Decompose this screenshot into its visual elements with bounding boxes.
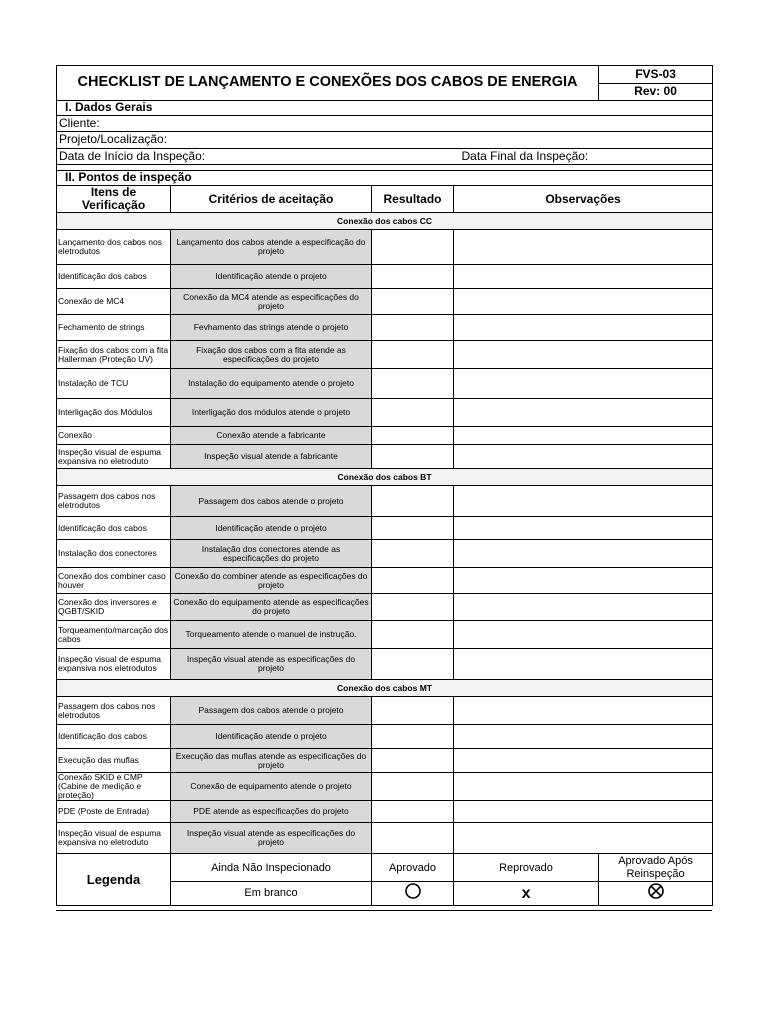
column-header-observations: Observações <box>454 186 713 213</box>
table-row <box>57 697 713 725</box>
table-row <box>57 621 713 649</box>
group-header: Conexão dos cabos MT <box>57 680 713 697</box>
table-row <box>57 517 713 540</box>
table-row <box>57 649 713 680</box>
result-cell[interactable] <box>372 749 454 773</box>
result-cell[interactable] <box>372 315 454 341</box>
criterion-label: Conexão da MC4 atende as especificações do projeto <box>171 289 372 315</box>
observation-cell[interactable] <box>454 621 713 649</box>
observation-cell[interactable] <box>454 697 713 725</box>
form-revision: Rev: 00 <box>599 84 713 101</box>
checklist-table <box>56 65 713 906</box>
document-title: CHECKLIST DE LANÇAMENTO E CONEXÕES DOS CABOS DE ENERGIA <box>57 66 599 101</box>
legend-rejected: Reprovado <box>454 854 599 882</box>
observation-cell[interactable] <box>454 773 713 801</box>
criterion-label: Fixação dos cabos com a fita atende as especificações do projeto <box>171 341 372 369</box>
item-label: Identificação dos cabos <box>57 725 171 749</box>
observation-cell[interactable] <box>454 289 713 315</box>
criterion-label: Fevhamento das strings atende o projeto <box>171 315 372 341</box>
item-label: Fixação dos cabos com a fita Hallerman (Proteção UV) <box>57 341 171 369</box>
table-row <box>57 265 713 289</box>
item-label: Conexão de MC4 <box>57 289 171 315</box>
item-label: Interligação dos Módulos <box>57 399 171 427</box>
item-label: Identificação dos cabos <box>57 517 171 540</box>
table-row <box>57 823 713 854</box>
criterion-label: Interligação dos módulos atende o projeto <box>171 399 372 427</box>
client-field[interactable]: Cliente: <box>57 116 713 132</box>
item-label: Instalação de TCU <box>57 369 171 399</box>
criterion-label: Identificação atende o projeto <box>171 517 372 540</box>
item-label: Passagem dos cabos nos eletrodutos <box>57 697 171 725</box>
item-label: Conexão <box>57 427 171 445</box>
criterion-label: Conexão de equipamento atende o projeto <box>171 773 372 801</box>
column-header-result: Resultado <box>372 186 454 213</box>
legend-rejected-symbol: x <box>454 882 599 906</box>
observation-cell[interactable] <box>454 568 713 594</box>
table-row <box>57 427 713 445</box>
criterion-label: Conexão atende a fabricante <box>171 427 372 445</box>
table-row <box>57 725 713 749</box>
item-label: Inspeção visual de espuma expansiva no eletroduto <box>57 823 171 854</box>
result-cell[interactable] <box>372 649 454 680</box>
table-row <box>57 568 713 594</box>
observation-cell[interactable] <box>454 315 713 341</box>
result-cell[interactable] <box>372 289 454 315</box>
result-cell[interactable] <box>372 341 454 369</box>
criterion-label: Torqueamento atende o manuel de instrução. <box>171 621 372 649</box>
result-cell[interactable] <box>372 823 454 854</box>
table-row <box>57 540 713 568</box>
result-cell[interactable] <box>372 697 454 725</box>
item-label: Conexão SKID e CMP (Cabine de medição e proteção) <box>57 773 171 801</box>
legend-not-inspected: Ainda Não Inspecionado <box>171 854 372 882</box>
observation-cell[interactable] <box>454 801 713 823</box>
legend-approved-after-symbol <box>599 882 713 906</box>
inspection-section-title: II. Pontos de inspeção <box>57 171 713 186</box>
start-date-field[interactable]: Data de Início da Inspeção: <box>57 149 454 165</box>
result-cell[interactable] <box>372 427 454 445</box>
criterion-label: Inspeção visual atende as especificações do projeto <box>171 823 372 854</box>
legend-approved: Aprovado <box>372 854 454 882</box>
observation-cell[interactable] <box>454 230 713 265</box>
observation-cell[interactable] <box>454 725 713 749</box>
observation-cell[interactable] <box>454 649 713 680</box>
item-label: Torqueamento/marcação dos cabos <box>57 621 171 649</box>
bottom-rule <box>56 910 712 911</box>
result-cell[interactable] <box>372 540 454 568</box>
end-date-field[interactable]: Data Final da Inspeção: <box>454 149 713 165</box>
criterion-label: Identificação atende o projeto <box>171 725 372 749</box>
observation-cell[interactable] <box>454 427 713 445</box>
table-row <box>57 486 713 517</box>
observation-cell[interactable] <box>454 445 713 469</box>
observation-cell[interactable] <box>454 486 713 517</box>
result-cell[interactable] <box>372 621 454 649</box>
item-label: Conexão dos combiner caso houver <box>57 568 171 594</box>
result-cell[interactable] <box>372 801 454 823</box>
group-header: Conexão dos cabos CC <box>57 213 713 230</box>
item-label: Inspeção visual de espuma expansiva no eletroduto <box>57 445 171 469</box>
criterion-label: Inspeção visual atende as especificações do projeto <box>171 649 372 680</box>
criterion-label: PDE atende as especificações do projeto <box>171 801 372 823</box>
table-row <box>57 445 713 469</box>
item-label: Lançamento dos cabos nos eletrodutos <box>57 230 171 265</box>
column-header-criteria: Critérios de aceitação <box>171 186 372 213</box>
table-row <box>57 801 713 823</box>
result-cell[interactable] <box>372 486 454 517</box>
result-cell[interactable] <box>372 369 454 399</box>
table-row <box>57 230 713 265</box>
table-row <box>57 594 713 621</box>
observation-cell[interactable] <box>454 540 713 568</box>
item-label: PDE (Poste de Entrada) <box>57 801 171 823</box>
result-cell[interactable] <box>372 725 454 749</box>
criterion-label: Inspeção visual atende a fabricante <box>171 445 372 469</box>
criterion-label: Instalação dos conectores atende as especificações do projeto <box>171 540 372 568</box>
table-row <box>57 369 713 399</box>
group-header: Conexão dos cabos BT <box>57 469 713 486</box>
observation-cell[interactable] <box>454 341 713 369</box>
checklist-sheet <box>56 65 712 906</box>
general-section-title: I. Dados Gerais <box>57 101 713 116</box>
observation-cell[interactable] <box>454 399 713 427</box>
table-row <box>57 749 713 773</box>
table-row <box>57 315 713 341</box>
criterion-label: Instalação do equipamento atende o projeto <box>171 369 372 399</box>
form-code: FVS-03 <box>599 66 713 84</box>
criterion-label: Identificação atende o projeto <box>171 265 372 289</box>
result-cell[interactable] <box>372 517 454 540</box>
criterion-label: Passagem dos cabos atende o projeto <box>171 486 372 517</box>
circled-x-icon <box>647 882 665 900</box>
criterion-label: Conexão do combiner atende as especificações do projeto <box>171 568 372 594</box>
item-label: Fechamento de strings <box>57 315 171 341</box>
result-cell[interactable] <box>372 773 454 801</box>
item-label: Passagem dos cabos nos eletrodutos <box>57 486 171 517</box>
item-label: Conexão dos inversores e QGBT/SKID <box>57 594 171 621</box>
column-header-items: Itens de Verificação <box>57 186 171 213</box>
criterion-label: Execução das muflas atende as especificações do projeto <box>171 749 372 773</box>
observation-cell[interactable] <box>454 749 713 773</box>
criterion-label: Lançamento dos cabos atende a especificação do projeto <box>171 230 372 265</box>
observation-cell[interactable] <box>454 517 713 540</box>
result-cell[interactable] <box>372 265 454 289</box>
result-cell[interactable] <box>372 568 454 594</box>
item-label: Execução das muflas <box>57 749 171 773</box>
result-cell[interactable] <box>372 445 454 469</box>
observation-cell[interactable] <box>454 369 713 399</box>
table-row <box>57 341 713 369</box>
item-label: Identificação dos cabos <box>57 265 171 289</box>
item-label: Inspeção visual de espuma expansiva nos eletrodutos <box>57 649 171 680</box>
observation-cell[interactable] <box>454 265 713 289</box>
table-row <box>57 289 713 315</box>
observation-cell[interactable] <box>454 594 713 621</box>
criterion-label: Passagem dos cabos atende o projeto <box>171 697 372 725</box>
result-cell[interactable] <box>372 399 454 427</box>
observation-cell[interactable] <box>454 823 713 854</box>
legend-approved-after-reinspection: Aprovado Após Reinspeção <box>599 854 713 882</box>
legend-title: Legenda <box>57 854 171 906</box>
result-cell[interactable] <box>372 594 454 621</box>
table-row <box>57 773 713 801</box>
item-label: Instalação dos conectores <box>57 540 171 568</box>
legend-approved-symbol <box>372 882 454 906</box>
result-cell[interactable] <box>372 230 454 265</box>
criterion-label: Conexão do equipamento atende as especificações do projeto <box>171 594 372 621</box>
table-row <box>57 399 713 427</box>
circle-icon <box>404 882 422 900</box>
project-location-field[interactable]: Projeto/Localização: <box>57 132 713 149</box>
legend-blank: Em branco <box>171 882 372 906</box>
